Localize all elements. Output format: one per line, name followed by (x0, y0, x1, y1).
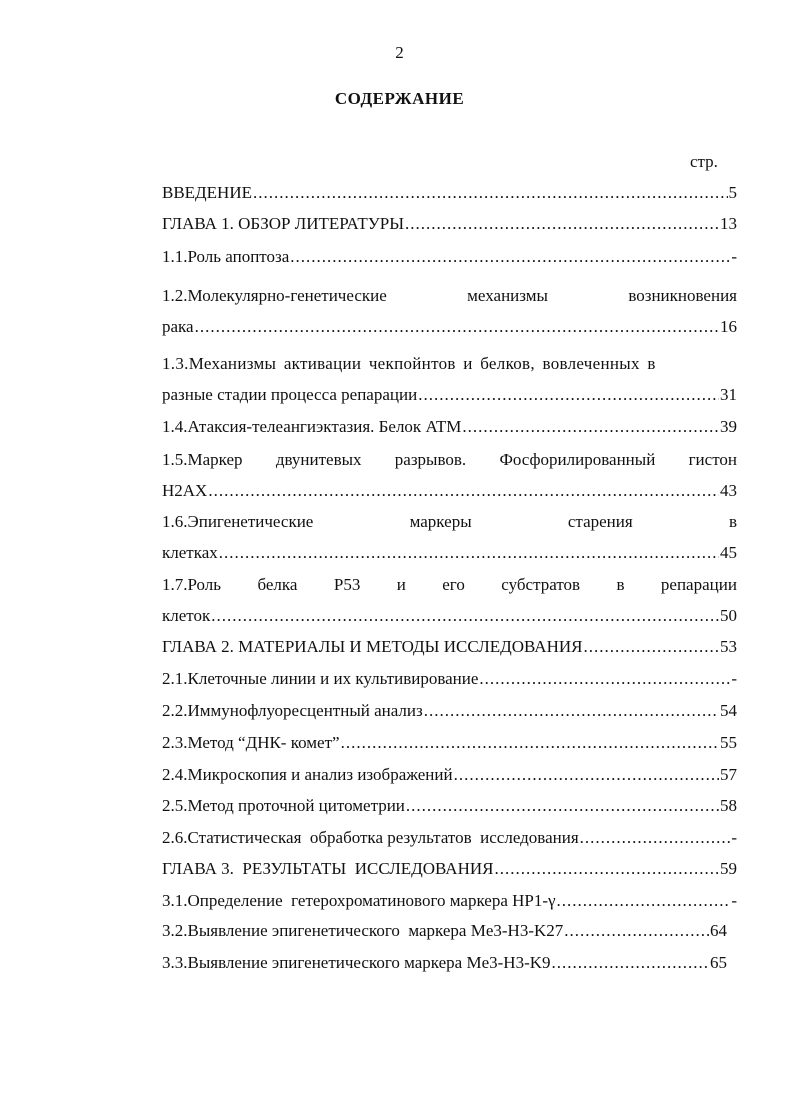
toc-entry-page: 64 (710, 921, 727, 940)
toc-entry-page: 65 (710, 953, 727, 972)
dot-leader (219, 542, 719, 564)
dot-leader (195, 316, 719, 338)
dot-leader (406, 795, 719, 817)
toc-entry-text: разные стадии процесса репарации (162, 385, 418, 404)
toc-word: 1.7.Роль (162, 575, 222, 594)
dot-leader (462, 416, 719, 438)
toc-entry-text: 1.3.Механизмы активации чекпойнтов и белков, вовлеченных в (162, 354, 656, 373)
toc-entry-intro[interactable] (162, 182, 737, 204)
toc-entry-text: клетках (162, 543, 218, 562)
dot-leader (454, 764, 719, 786)
toc-entry-page: 55 (720, 733, 737, 752)
toc-entry-text: 2.2.Иммунофлуоресцентный анализ (162, 701, 423, 720)
dot-leader (208, 480, 719, 502)
toc-entry-chapter-2[interactable] (162, 636, 737, 658)
toc-word: в (728, 512, 737, 531)
toc-word: 1.2.Молекулярно-генетические (162, 286, 387, 305)
dot-leader (211, 605, 719, 627)
toc-entry-page: 53 (720, 637, 737, 656)
toc-entry-page: 57 (720, 765, 737, 784)
toc-entry-text: 1.1.Роль апоптоза (162, 247, 290, 266)
dot-leader (494, 858, 719, 880)
toc-entry-2-4[interactable] (162, 764, 737, 786)
toc-word: P53 (333, 575, 361, 594)
toc-word: возникновения (628, 286, 737, 305)
toc-entry-page: - (731, 669, 737, 688)
toc-word: Фосфорилированный (499, 450, 656, 469)
toc-entry-page: - (731, 828, 737, 847)
toc-entry-page: 50 (720, 606, 737, 625)
toc-entry-text: 3.1.Определение гетерохроматинового маркера HP1-γ (162, 891, 556, 910)
toc-word: маркеры (409, 512, 472, 531)
dot-leader (564, 920, 709, 942)
toc-entry-text: 2.3.Метод “ДНК- комет” (162, 733, 340, 752)
toc-entry-2-1[interactable] (162, 668, 737, 690)
toc-entry-text: 2.6.Статистическая обработка результатов исследования (162, 828, 579, 847)
toc-word: репарации (660, 575, 737, 594)
toc-entry-1-6-line1[interactable] (162, 511, 737, 533)
page-column-label: стр. (690, 152, 718, 171)
toc-entry-2-2[interactable] (162, 700, 737, 722)
dot-leader (583, 636, 719, 658)
page-number: 2 (395, 43, 404, 62)
toc-entry-page: 54 (720, 701, 737, 720)
toc-entry-1-1[interactable] (162, 246, 737, 268)
toc-entry-1-7-line2[interactable] (162, 605, 737, 627)
toc-entry-1-3-line1[interactable] (162, 353, 737, 375)
toc-entry-page: 59 (720, 859, 737, 878)
dot-leader (552, 952, 709, 974)
toc-entry-text: 3.3.Выявление эпигенетического маркера Me3-H3-K9 (162, 953, 551, 972)
dot-leader (580, 827, 731, 849)
toc-word: гистон (688, 450, 737, 469)
toc-entry-page: 16 (720, 317, 737, 336)
dot-leader (253, 182, 728, 204)
toc-word: 1.6.Эпигенетические (162, 512, 314, 531)
toc-entry-page: 43 (720, 481, 737, 500)
toc-word: 1.5.Маркер (162, 450, 243, 469)
dot-leader (341, 732, 719, 754)
dot-leader (479, 668, 730, 690)
toc-entry-page: 58 (720, 796, 737, 815)
toc-word: субстратов (501, 575, 581, 594)
toc-entry-3-1[interactable] (162, 890, 737, 912)
toc-entry-1-3-line2[interactable] (162, 384, 737, 406)
toc-entry-text: 3.2.Выявление эпигенетического маркера Me3-H3-K27 (162, 921, 564, 940)
page-title: СОДЕРЖАНИЕ (334, 89, 465, 108)
dot-leader (424, 700, 719, 722)
toc-entry-chapter-1[interactable] (162, 213, 737, 235)
toc-entry-1-5-line1[interactable] (162, 449, 737, 471)
toc-entry-1-4[interactable] (162, 416, 737, 438)
toc-entry-page: 13 (720, 214, 737, 233)
toc-entry-2-5[interactable] (162, 795, 737, 817)
dot-leader (418, 384, 719, 406)
toc-entry-page: - (731, 247, 737, 266)
toc-entry-text: ГЛАВА 3. РЕЗУЛЬТАТЫ ИССЛЕДОВАНИЯ (162, 859, 494, 878)
toc-entry-page: 5 (728, 183, 737, 202)
toc-word: белка (257, 575, 298, 594)
toc-entry-text: 2.4.Микроскопия и анализ изображений (162, 765, 453, 784)
toc-word: его (442, 575, 465, 594)
toc-entry-text: ВВЕДЕНИЕ (162, 183, 252, 202)
toc-entry-1-7-line1[interactable] (162, 574, 737, 596)
toc-entry-text: ГЛАВА 1. ОБЗОР ЛИТЕРАТУРЫ (162, 214, 405, 233)
toc-entry-3-3[interactable] (162, 952, 727, 974)
toc-entry-text: ГЛАВА 2. МАТЕРИАЛЫ И МЕТОДЫ ИССЛЕДОВАНИЯ (162, 637, 583, 656)
dot-leader (405, 213, 719, 235)
toc-entry-text: H2AX (162, 481, 208, 500)
toc-entry-1-2-line2[interactable] (162, 316, 737, 338)
toc-entry-text: клеток (162, 606, 211, 625)
toc-word: механизмы (467, 286, 548, 305)
toc-entry-2-6[interactable] (162, 827, 737, 849)
toc-word: в (616, 575, 625, 594)
toc-entry-3-2[interactable] (162, 920, 727, 942)
toc-entry-page: - (731, 891, 737, 910)
toc-word: двунитевых (275, 450, 362, 469)
toc-entry-text: рака (162, 317, 194, 336)
toc-entry-page: 39 (720, 417, 737, 436)
dot-leader (290, 246, 730, 268)
toc-entry-1-6-line2[interactable] (162, 542, 737, 564)
toc-entry-text: 1.4.Атаксия-телеангиэктазия. Белок ATM (162, 417, 462, 436)
toc-word: и (396, 575, 406, 594)
toc-entry-1-2-line1[interactable] (162, 285, 737, 307)
dot-leader (557, 890, 731, 912)
toc-entry-text: 2.1.Клеточные линии и их культивирование (162, 669, 479, 688)
toc-entry-2-3[interactable] (162, 732, 737, 754)
toc-entry-text: 2.5.Метод проточной цитометрии (162, 796, 405, 815)
toc-entry-page: 45 (720, 543, 737, 562)
toc-entry-page: 31 (720, 385, 737, 404)
toc-entry-chapter-3[interactable] (162, 858, 737, 880)
toc-word: разрывов. (394, 450, 467, 469)
toc-entry-1-5-line2[interactable] (162, 480, 737, 502)
toc-word: старения (567, 512, 633, 531)
